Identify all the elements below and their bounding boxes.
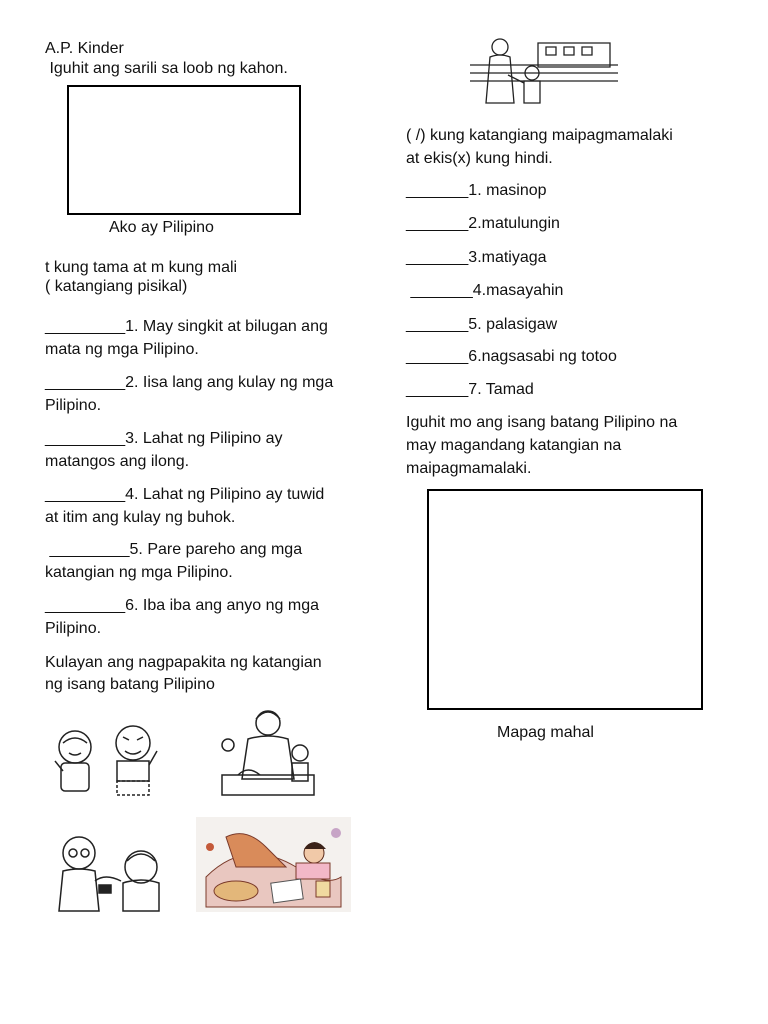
- draw-box-caption: Mapag mahal: [497, 724, 594, 741]
- children-crying-icon[interactable]: [45, 717, 170, 799]
- draw-instruction-line1: Iguhit mo ang isang batang Pilipino na: [406, 414, 678, 431]
- item-line2: matangos ang ilong.: [45, 453, 190, 470]
- check-instruction-line2: at ekis(x) kung hindi.: [406, 150, 553, 167]
- child-reading-messy-icon[interactable]: [196, 817, 351, 912]
- check-item-tamad: _______7. Tamad: [406, 381, 534, 398]
- item-line2: Pilipino.: [45, 620, 102, 637]
- item-line1: _________1. May singkit at bilugan ang: [45, 318, 328, 335]
- check-item-matiyaga: _______3.matiyaga: [406, 249, 547, 266]
- self-draw-box[interactable]: [67, 85, 301, 215]
- item-line2: katangian ng mga Pilipino.: [45, 564, 233, 581]
- true-false-item: [45, 483, 324, 529]
- coloring-instruction-line1: Kulayan ang nagpapakita ng katangian: [45, 654, 322, 671]
- item-line1: _________5. Pare pareho ang mga: [45, 541, 303, 558]
- check-instruction-line1: ( /) kung katangiang maipagmamalaki: [406, 127, 673, 144]
- true-false-subtitle: ( katangiang pisikal): [45, 278, 188, 295]
- true-false-instruction: t kung tama at m kung mali: [45, 259, 238, 276]
- true-false-item: [45, 427, 283, 473]
- item-line2: Pilipino.: [45, 397, 102, 414]
- item-line2: at itim ang kulay ng buhok.: [45, 509, 236, 526]
- draw-instruction-line2: may magandang katangian na: [406, 437, 622, 454]
- girl-helping-woman-icon[interactable]: [45, 831, 170, 915]
- true-false-item: [45, 371, 333, 417]
- item-line2: mata ng mga Pilipino.: [45, 341, 199, 358]
- check-item-nagsasabi: _______6.nagsasabi ng totoo: [406, 348, 617, 365]
- course-title: A.P. Kinder: [45, 40, 124, 57]
- child-draw-box[interactable]: [427, 489, 703, 710]
- coloring-instruction-line2: ng isang batang Pilipino: [45, 676, 215, 693]
- draw-instruction-line3: maipagmamalaki.: [406, 460, 532, 477]
- woman-child-school-icon: [468, 35, 618, 107]
- item-line1: _________4. Lahat ng Pilipino ay tuwid: [45, 486, 325, 503]
- true-false-item: [45, 538, 302, 584]
- check-item-masayahin: _______4.masayahin: [406, 282, 564, 299]
- self-draw-instruction: Iguhit ang sarili sa loob ng kahon.: [45, 60, 288, 77]
- check-item-matulungin: _______2.matulungin: [406, 215, 560, 232]
- check-item-palasigaw: _______5. palasigaw: [406, 316, 558, 333]
- item-line1: _________6. Iba iba ang anyo ng mga: [45, 597, 320, 614]
- item-line1: _________2. Iisa lang ang kulay ng mga: [45, 374, 334, 391]
- true-false-item: [45, 315, 328, 361]
- self-box-caption: Ako ay Pilipino: [109, 219, 214, 236]
- true-false-item: [45, 594, 319, 640]
- mother-child-washing-icon[interactable]: [208, 705, 328, 801]
- item-line1: _________3. Lahat ng Pilipino ay: [45, 430, 283, 447]
- check-item-masinop: _______1. masinop: [406, 182, 547, 199]
